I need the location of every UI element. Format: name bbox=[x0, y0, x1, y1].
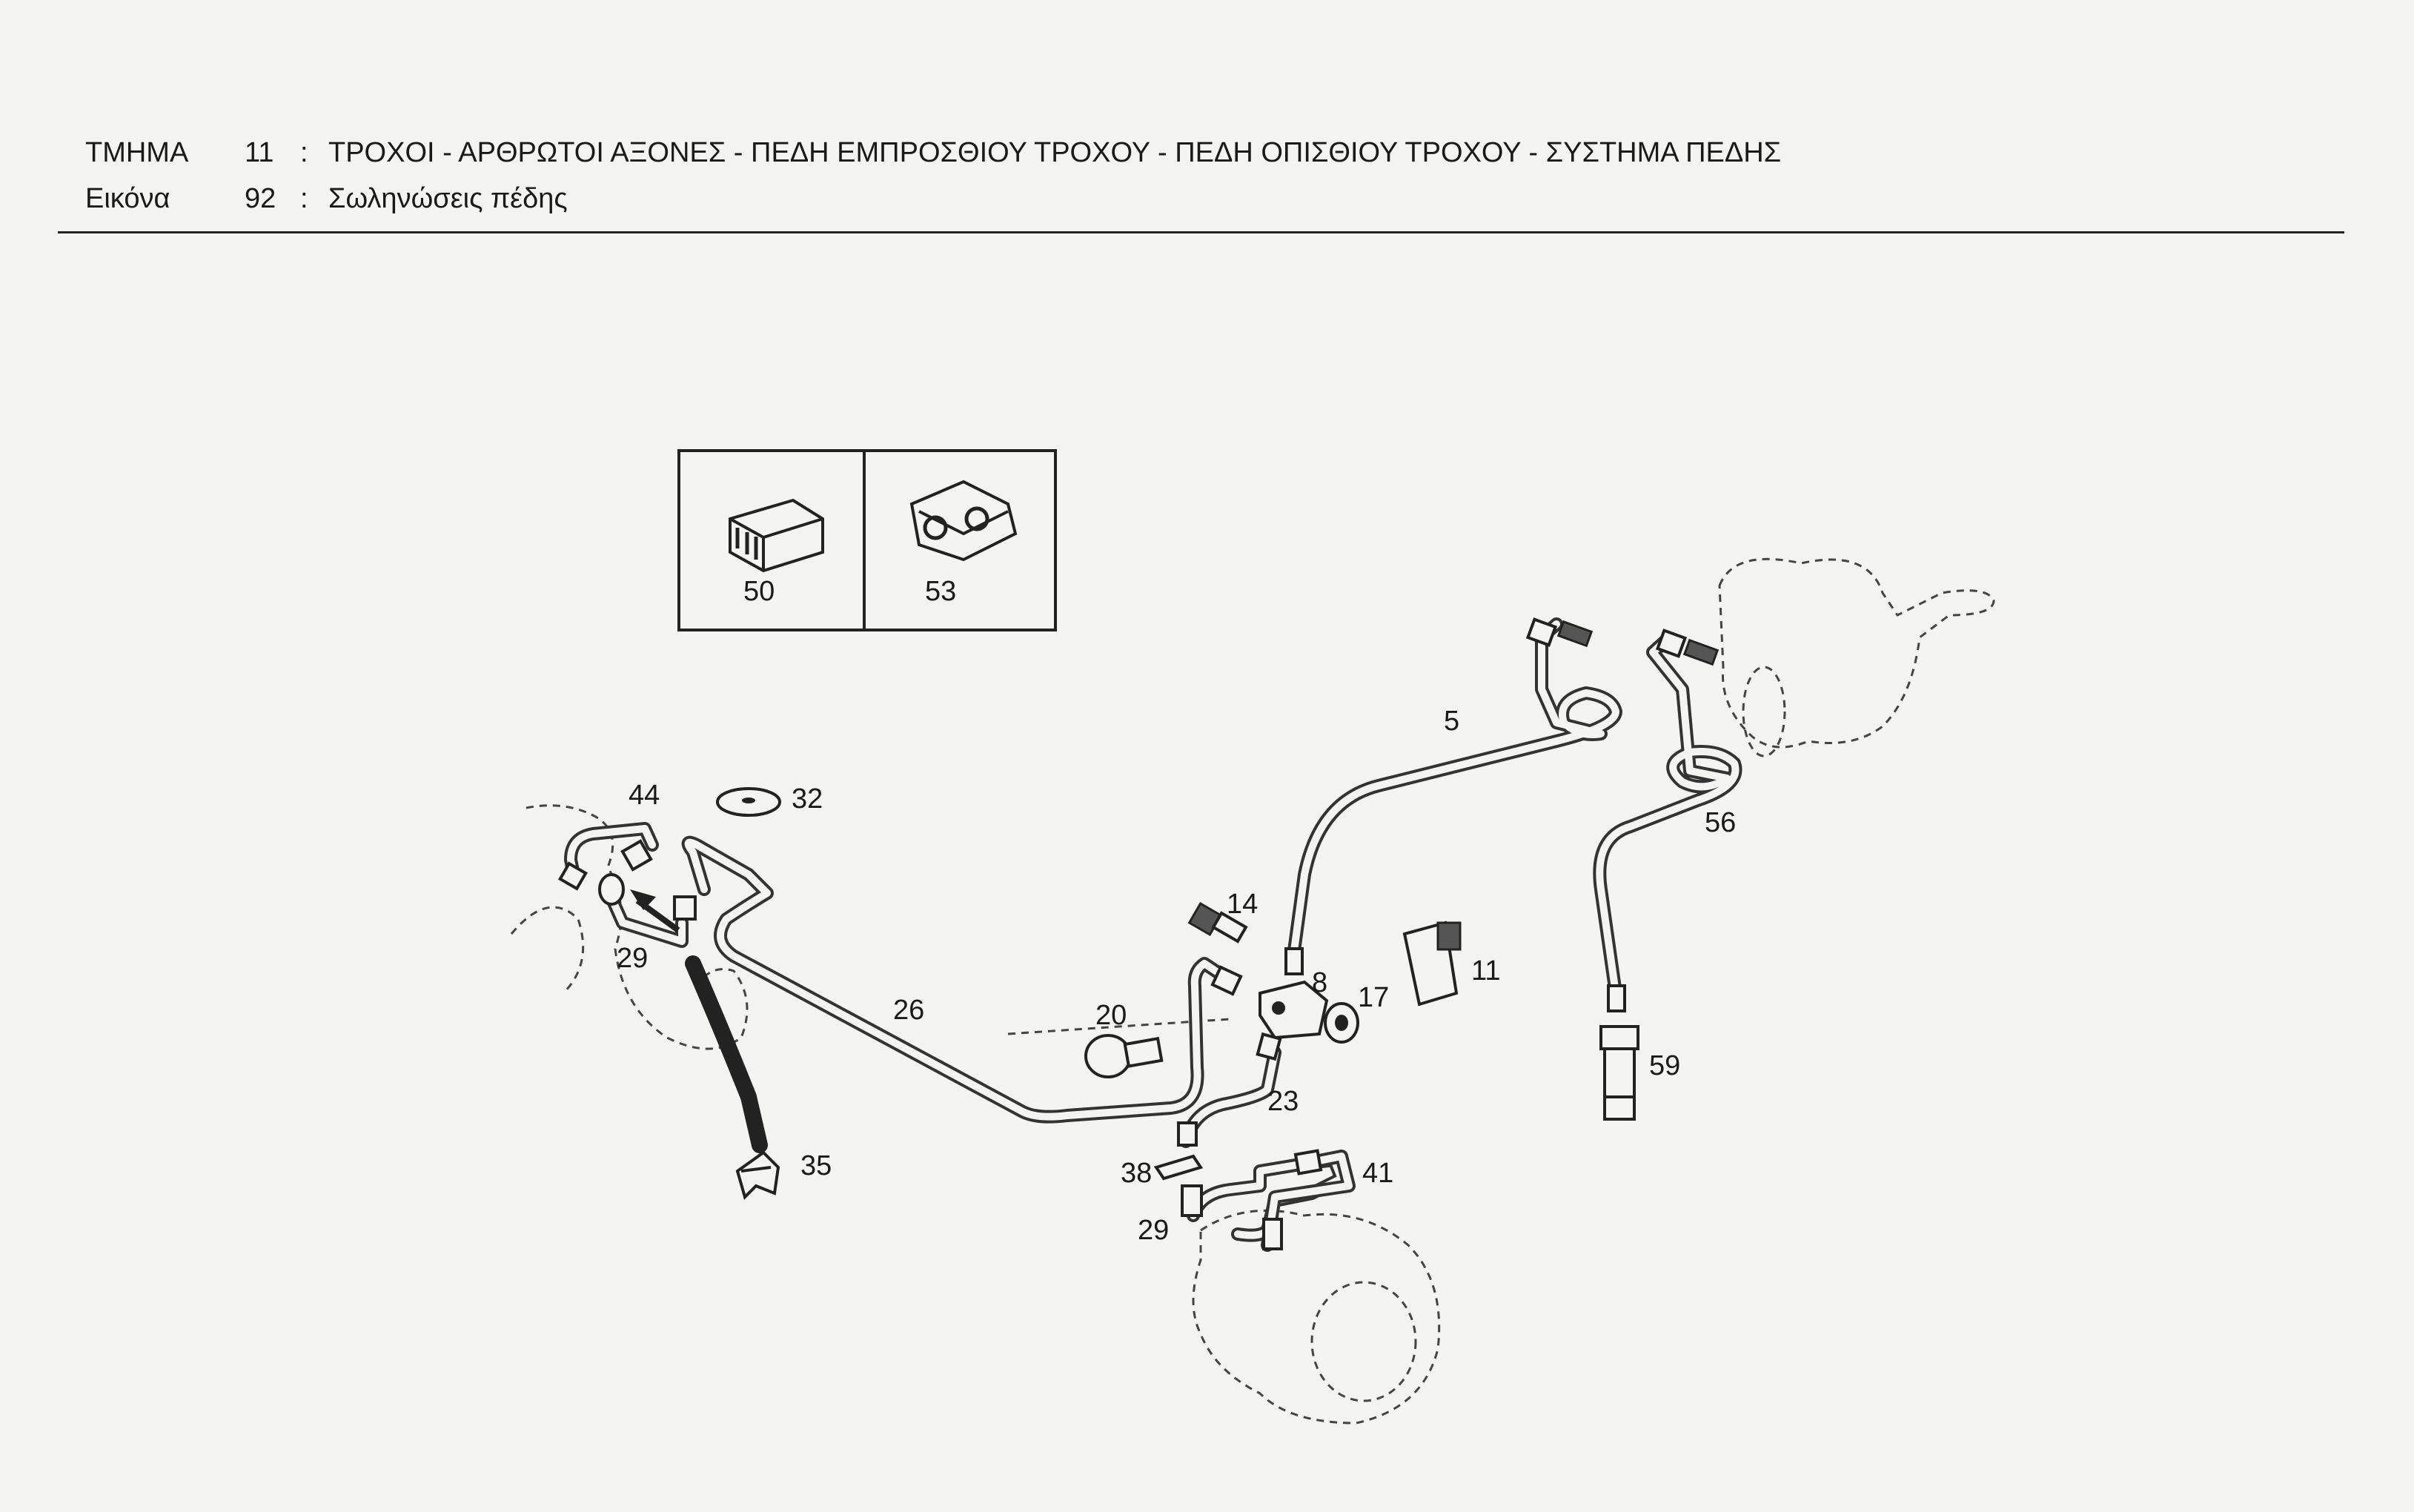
callout-35: 35 bbox=[800, 1150, 832, 1181]
inset-label-53: 53 bbox=[925, 576, 957, 607]
section-separator: : bbox=[300, 137, 308, 168]
figure-label: Εικόνα bbox=[85, 183, 170, 214]
callout-20: 20 bbox=[1095, 1000, 1127, 1031]
callout-23: 23 bbox=[1267, 1086, 1299, 1117]
dashed-outlines bbox=[511, 559, 1994, 1423]
inset-label-50: 50 bbox=[743, 576, 775, 607]
callout-38: 38 bbox=[1121, 1158, 1153, 1189]
fittings bbox=[560, 620, 1717, 1249]
switch-20-icon bbox=[1086, 1035, 1161, 1077]
clip-50-icon bbox=[730, 500, 823, 571]
section-title: ΤΡΟΧΟΙ - ΑΡΘΡΩΤΟΙ ΑΞΟΝΕΣ - ΠΕΔΗ ΕΜΠΡΟΣΘΙΟΥ ΤΡΟΧΟΥ - ΠΕΔΗ ΟΠΙΣΘΙΟΥ ΤΡΟΧΟΥ - ΣΥΣΤΗΜΑ ΠΕΔΗΣ bbox=[328, 137, 1782, 168]
brake-pipes bbox=[571, 624, 1735, 1245]
figure-separator: : bbox=[300, 183, 308, 214]
callout-5: 5 bbox=[1444, 706, 1460, 737]
callout-59: 59 bbox=[1649, 1050, 1681, 1081]
callout-32: 32 bbox=[792, 783, 823, 815]
figure-title: Σωληνώσεις πέδης bbox=[328, 183, 568, 214]
callout-41: 41 bbox=[1362, 1158, 1394, 1189]
callout-29-left: 29 bbox=[617, 943, 649, 974]
clip-53-icon bbox=[912, 482, 1015, 560]
inset-box bbox=[679, 451, 1055, 630]
clamp-35-icon bbox=[737, 1153, 778, 1197]
clip-44-icon bbox=[560, 841, 695, 919]
callout-56: 56 bbox=[1705, 807, 1737, 838]
section-label: ΤΜΗΜΑ bbox=[85, 137, 189, 168]
callout-26: 26 bbox=[893, 995, 925, 1026]
nut-17-icon bbox=[1325, 1004, 1358, 1042]
callout-17: 17 bbox=[1358, 982, 1390, 1013]
flex-hose bbox=[693, 964, 760, 1145]
callout-14: 14 bbox=[1227, 889, 1259, 920]
callout-11: 11 bbox=[1471, 955, 1501, 987]
figure-number: 92 bbox=[245, 183, 276, 214]
washer-32-icon bbox=[717, 789, 780, 815]
callout-44: 44 bbox=[629, 780, 660, 811]
callout-8: 8 bbox=[1312, 967, 1328, 998]
bracket-11-icon bbox=[1405, 923, 1460, 1004]
section-number: 11 bbox=[245, 137, 274, 168]
callout-29-bottom: 29 bbox=[1138, 1215, 1170, 1246]
